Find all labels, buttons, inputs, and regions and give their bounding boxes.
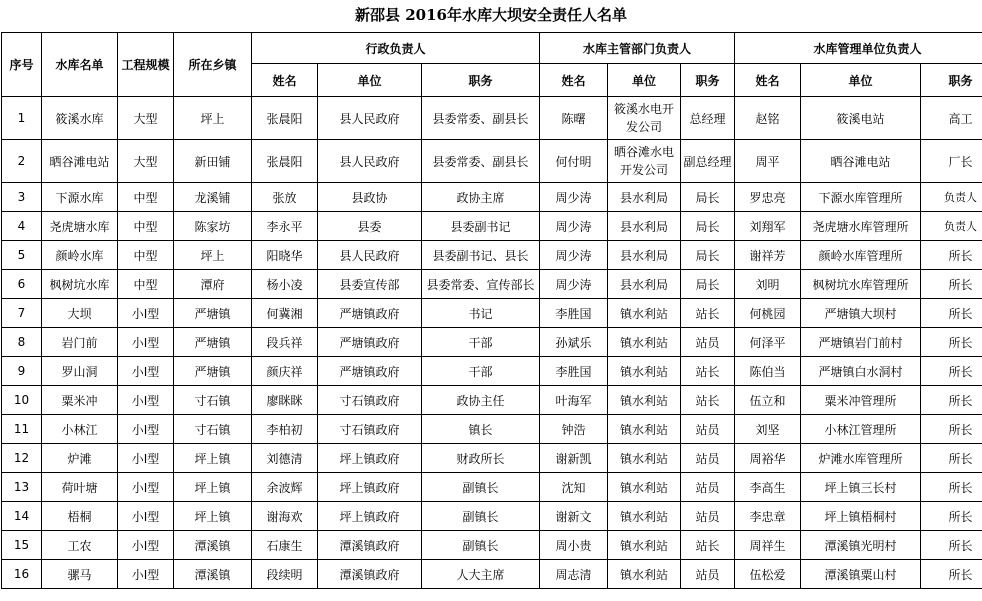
table-row [2, 386, 982, 415]
cell-dept-name: 周志清 [540, 560, 608, 589]
cell-admin-name: 李永平 [252, 212, 318, 241]
cell-mgmt-unit: 严塘镇大坝村 [801, 299, 921, 328]
cell-seq: 10 [2, 386, 42, 415]
cell-mgmt-post: 所长 [921, 386, 982, 415]
cell-mgmt-unit: 筱溪电站 [801, 97, 921, 140]
cell-mgmt-post: 所长 [921, 241, 982, 270]
cell-admin-post: 镇长 [422, 415, 540, 444]
header-mgmt-unit: 单位 [801, 64, 921, 97]
cell-mgmt-post: 高工 [921, 97, 982, 140]
cell-mgmt-unit: 颜岭水库管理所 [801, 241, 921, 270]
table-body [2, 97, 982, 589]
cell-admin-post: 政协主任 [422, 386, 540, 415]
cell-scale: 中型 [118, 183, 174, 212]
table-row [2, 444, 982, 473]
cell-town: 陈家坊 [174, 212, 252, 241]
cell-admin-unit: 严塘镇政府 [318, 299, 422, 328]
cell-mgmt-unit: 枫树坑水库管理所 [801, 270, 921, 299]
cell-admin-unit: 县人民政府 [318, 140, 422, 183]
cell-dept-name: 周少涛 [540, 241, 608, 270]
cell-town: 严塘镇 [174, 357, 252, 386]
cell-dept-unit: 镇水利站 [608, 531, 681, 560]
header-dept-post: 职务 [681, 64, 735, 97]
cell-admin-name: 张放 [252, 183, 318, 212]
cell-mgmt-name: 何泽平 [735, 328, 801, 357]
table-row [2, 299, 982, 328]
header-dept-unit: 单位 [608, 64, 681, 97]
cell-dept-unit: 县水利局 [608, 212, 681, 241]
cell-mgmt-post: 所长 [921, 444, 982, 473]
cell-mgmt-name: 伍立和 [735, 386, 801, 415]
header-admin-unit: 单位 [318, 64, 422, 97]
cell-reservoir-name: 骡马 [42, 560, 118, 589]
cell-admin-unit: 县委 [318, 212, 422, 241]
cell-admin-post: 县委副书记 [422, 212, 540, 241]
cell-reservoir-name: 晒谷滩电站 [42, 140, 118, 183]
cell-dept-name: 周少涛 [540, 212, 608, 241]
cell-mgmt-name: 陈伯当 [735, 357, 801, 386]
cell-mgmt-post: 负责人 [921, 183, 982, 212]
cell-dept-post: 站员 [681, 502, 735, 531]
cell-reservoir-name: 粟米冲 [42, 386, 118, 415]
cell-admin-unit: 县政协 [318, 183, 422, 212]
cell-admin-post: 干部 [422, 328, 540, 357]
cell-mgmt-post: 厂长 [921, 140, 982, 183]
cell-mgmt-name: 赵铭 [735, 97, 801, 140]
cell-mgmt-unit: 小林江管理所 [801, 415, 921, 444]
cell-mgmt-name: 刘坚 [735, 415, 801, 444]
cell-admin-post: 县委副书记、县长 [422, 241, 540, 270]
cell-seq: 15 [2, 531, 42, 560]
cell-dept-unit: 镇水利站 [608, 473, 681, 502]
cell-dept-post: 局长 [681, 212, 735, 241]
cell-dept-post: 副总经理 [681, 140, 735, 183]
cell-reservoir-name: 工农 [42, 531, 118, 560]
cell-mgmt-post: 所长 [921, 531, 982, 560]
cell-admin-unit: 县人民政府 [318, 241, 422, 270]
cell-admin-unit: 坪上镇政府 [318, 444, 422, 473]
table-row [2, 212, 982, 241]
cell-admin-post: 副镇长 [422, 531, 540, 560]
cell-dept-unit: 镇水利站 [608, 357, 681, 386]
cell-mgmt-name: 周平 [735, 140, 801, 183]
cell-dept-unit: 镇水利站 [608, 444, 681, 473]
cell-dept-unit: 镇水利站 [608, 386, 681, 415]
cell-dept-unit: 县水利局 [608, 270, 681, 299]
cell-dept-unit: 县水利局 [608, 183, 681, 212]
cell-reservoir-name: 荷叶塘 [42, 473, 118, 502]
cell-dept-name: 谢新文 [540, 502, 608, 531]
cell-dept-name: 谢新凯 [540, 444, 608, 473]
table-row [2, 357, 982, 386]
cell-mgmt-name: 周祥生 [735, 531, 801, 560]
cell-admin-post: 人大主席 [422, 560, 540, 589]
cell-dept-post: 站员 [681, 415, 735, 444]
cell-seq: 3 [2, 183, 42, 212]
cell-admin-name: 李柏初 [252, 415, 318, 444]
cell-admin-unit: 潭溪镇政府 [318, 531, 422, 560]
responsibility-table [1, 32, 982, 589]
cell-town: 寸石镇 [174, 415, 252, 444]
cell-dept-unit: 县水利局 [608, 241, 681, 270]
cell-town: 坪上镇 [174, 473, 252, 502]
cell-admin-unit: 县人民政府 [318, 97, 422, 140]
cell-seq: 1 [2, 97, 42, 140]
cell-mgmt-unit: 晒谷滩电站 [801, 140, 921, 183]
cell-mgmt-post: 所长 [921, 560, 982, 589]
table-row [2, 502, 982, 531]
table-row [2, 97, 982, 140]
cell-dept-post: 站员 [681, 560, 735, 589]
header-mgmt-name: 姓名 [735, 64, 801, 97]
cell-scale: 中型 [118, 241, 174, 270]
table-row [2, 328, 982, 357]
cell-scale: 小Ⅰ型 [118, 560, 174, 589]
cell-mgmt-name: 何桃园 [735, 299, 801, 328]
cell-scale: 大型 [118, 140, 174, 183]
table-row [2, 270, 982, 299]
cell-dept-name: 周小贵 [540, 531, 608, 560]
cell-mgmt-unit: 粟米冲管理所 [801, 386, 921, 415]
cell-reservoir-name: 大坝 [42, 299, 118, 328]
cell-dept-name: 陈曙 [540, 97, 608, 140]
cell-mgmt-post: 所长 [921, 415, 982, 444]
header-dept-name: 姓名 [540, 64, 608, 97]
cell-reservoir-name: 炉滩 [42, 444, 118, 473]
cell-mgmt-name: 刘翔军 [735, 212, 801, 241]
cell-seq: 9 [2, 357, 42, 386]
cell-town: 坪上 [174, 241, 252, 270]
cell-dept-name: 叶海军 [540, 386, 608, 415]
cell-admin-name: 余波辉 [252, 473, 318, 502]
cell-scale: 小Ⅰ型 [118, 415, 174, 444]
cell-reservoir-name: 岩门前 [42, 328, 118, 357]
cell-town: 坪上镇 [174, 444, 252, 473]
cell-admin-unit: 坪上镇政府 [318, 473, 422, 502]
cell-dept-unit: 镇水利站 [608, 299, 681, 328]
cell-dept-unit: 镇水利站 [608, 415, 681, 444]
cell-dept-unit: 镇水利站 [608, 328, 681, 357]
cell-reservoir-name: 下源水库 [42, 183, 118, 212]
cell-admin-name: 谢海欢 [252, 502, 318, 531]
header-mgmt-group: 水库管理单位负责人 [735, 33, 982, 64]
cell-dept-name: 何付明 [540, 140, 608, 183]
cell-town: 严塘镇 [174, 299, 252, 328]
cell-admin-post: 副镇长 [422, 502, 540, 531]
cell-scale: 中型 [118, 212, 174, 241]
cell-admin-post: 县委常委、宣传部长 [422, 270, 540, 299]
cell-dept-post: 站长 [681, 531, 735, 560]
cell-town: 新田铺 [174, 140, 252, 183]
header-seq: 序号 [2, 33, 42, 97]
cell-reservoir-name: 梧桐 [42, 502, 118, 531]
cell-admin-name: 张晨阳 [252, 97, 318, 140]
cell-seq: 4 [2, 212, 42, 241]
cell-admin-name: 廖眯眯 [252, 386, 318, 415]
cell-admin-name: 颜庆祥 [252, 357, 318, 386]
cell-dept-post: 站员 [681, 444, 735, 473]
cell-mgmt-name: 刘明 [735, 270, 801, 299]
cell-mgmt-name: 谢祥芳 [735, 241, 801, 270]
cell-seq: 8 [2, 328, 42, 357]
header-mgmt-post: 职务 [921, 64, 982, 97]
cell-admin-post: 财政所长 [422, 444, 540, 473]
cell-admin-post: 县委常委、副县长 [422, 97, 540, 140]
cell-admin-name: 阳晓华 [252, 241, 318, 270]
cell-mgmt-unit: 坪上镇三长村 [801, 473, 921, 502]
cell-seq: 12 [2, 444, 42, 473]
cell-town: 坪上 [174, 97, 252, 140]
cell-admin-name: 张晨阳 [252, 140, 318, 183]
cell-admin-name: 何冀湘 [252, 299, 318, 328]
document-title: 新邵县 2016年水库大坝安全责任人名单 [355, 6, 627, 24]
cell-town: 坪上镇 [174, 502, 252, 531]
cell-dept-name: 周少涛 [540, 183, 608, 212]
table-row [2, 183, 982, 212]
cell-town: 潭府 [174, 270, 252, 299]
cell-seq: 14 [2, 502, 42, 531]
cell-scale: 小Ⅰ型 [118, 502, 174, 531]
cell-town: 严塘镇 [174, 328, 252, 357]
cell-dept-post: 站员 [681, 328, 735, 357]
table-row [2, 140, 982, 183]
cell-dept-unit: 晒谷滩水电开发公司 [608, 140, 681, 183]
cell-admin-unit: 县委宣传部 [318, 270, 422, 299]
cell-mgmt-name: 李高生 [735, 473, 801, 502]
cell-admin-post: 副镇长 [422, 473, 540, 502]
cell-dept-unit: 筱溪水电开发公司 [608, 97, 681, 140]
cell-mgmt-unit: 炉滩水库管理所 [801, 444, 921, 473]
cell-dept-post: 局长 [681, 241, 735, 270]
cell-dept-post: 站长 [681, 357, 735, 386]
cell-scale: 小Ⅰ型 [118, 328, 174, 357]
cell-seq: 5 [2, 241, 42, 270]
cell-mgmt-post: 所长 [921, 473, 982, 502]
cell-dept-post: 局长 [681, 183, 735, 212]
cell-dept-name: 周少涛 [540, 270, 608, 299]
cell-mgmt-name: 李忠章 [735, 502, 801, 531]
cell-dept-name: 孙斌乐 [540, 328, 608, 357]
cell-scale: 中型 [118, 270, 174, 299]
header-dept-group: 水库主管部门负责人 [540, 33, 735, 64]
cell-mgmt-post: 所长 [921, 357, 982, 386]
header-town: 所在乡镇 [174, 33, 252, 97]
table-row [2, 560, 982, 589]
cell-mgmt-unit: 严塘镇白水洞村 [801, 357, 921, 386]
table-row [2, 415, 982, 444]
cell-seq: 11 [2, 415, 42, 444]
cell-reservoir-name: 枫树坑水库 [42, 270, 118, 299]
cell-admin-name: 段兵祥 [252, 328, 318, 357]
cell-town: 潭溪镇 [174, 531, 252, 560]
cell-scale: 小Ⅰ型 [118, 386, 174, 415]
cell-reservoir-name: 尧虎塘水库 [42, 212, 118, 241]
cell-admin-post: 政协主席 [422, 183, 540, 212]
cell-scale: 小Ⅰ型 [118, 299, 174, 328]
cell-admin-unit: 严塘镇政府 [318, 328, 422, 357]
cell-admin-name: 杨小凌 [252, 270, 318, 299]
cell-dept-name: 沈知 [540, 473, 608, 502]
header-scale: 工程规模 [118, 33, 174, 97]
cell-mgmt-post: 所长 [921, 502, 982, 531]
cell-mgmt-unit: 坪上镇梧桐村 [801, 502, 921, 531]
cell-mgmt-unit: 尧虎塘水库管理所 [801, 212, 921, 241]
cell-reservoir-name: 颜岭水库 [42, 241, 118, 270]
header-admin-group: 行政负责人 [252, 33, 540, 64]
cell-mgmt-unit: 潭溪镇光明村 [801, 531, 921, 560]
cell-admin-post: 书记 [422, 299, 540, 328]
cell-reservoir-name: 筱溪水库 [42, 97, 118, 140]
cell-dept-name: 钟浩 [540, 415, 608, 444]
cell-admin-post: 干部 [422, 357, 540, 386]
cell-mgmt-name: 罗忠亮 [735, 183, 801, 212]
header-reservoir-name: 水库名单 [42, 33, 118, 97]
cell-seq: 13 [2, 473, 42, 502]
cell-seq: 6 [2, 270, 42, 299]
cell-admin-name: 段续明 [252, 560, 318, 589]
cell-scale: 小Ⅰ型 [118, 531, 174, 560]
cell-reservoir-name: 罗山洞 [42, 357, 118, 386]
cell-mgmt-post: 负责人 [921, 212, 982, 241]
cell-mgmt-unit: 潭溪镇粟山村 [801, 560, 921, 589]
cell-admin-unit: 严塘镇政府 [318, 357, 422, 386]
cell-dept-post: 局长 [681, 270, 735, 299]
table-row [2, 531, 982, 560]
cell-admin-unit: 坪上镇政府 [318, 502, 422, 531]
cell-admin-name: 刘德清 [252, 444, 318, 473]
cell-mgmt-unit: 严塘镇岩门前村 [801, 328, 921, 357]
cell-seq: 7 [2, 299, 42, 328]
cell-dept-post: 站长 [681, 386, 735, 415]
cell-town: 潭溪镇 [174, 560, 252, 589]
header-row-1 [2, 33, 982, 64]
cell-reservoir-name: 小林江 [42, 415, 118, 444]
cell-dept-post: 站员 [681, 473, 735, 502]
cell-dept-post: 站长 [681, 299, 735, 328]
cell-dept-unit: 镇水利站 [608, 560, 681, 589]
table-row [2, 473, 982, 502]
cell-admin-unit: 潭溪镇政府 [318, 560, 422, 589]
cell-mgmt-name: 周裕华 [735, 444, 801, 473]
cell-town: 寸石镇 [174, 386, 252, 415]
cell-mgmt-unit: 下源水库管理所 [801, 183, 921, 212]
cell-mgmt-post: 所长 [921, 270, 982, 299]
cell-admin-name: 石康生 [252, 531, 318, 560]
cell-scale: 小Ⅰ型 [118, 473, 174, 502]
cell-town: 龙溪铺 [174, 183, 252, 212]
cell-scale: 小Ⅰ型 [118, 444, 174, 473]
cell-mgmt-post: 所长 [921, 328, 982, 357]
cell-dept-post: 总经理 [681, 97, 735, 140]
cell-scale: 小Ⅰ型 [118, 357, 174, 386]
cell-admin-post: 县委常委、副县长 [422, 140, 540, 183]
table-row [2, 241, 982, 270]
cell-mgmt-post: 所长 [921, 299, 982, 328]
cell-admin-unit: 寸石镇政府 [318, 415, 422, 444]
cell-dept-unit: 镇水利站 [608, 502, 681, 531]
cell-scale: 大型 [118, 97, 174, 140]
cell-admin-unit: 寸石镇政府 [318, 386, 422, 415]
cell-mgmt-name: 伍松爱 [735, 560, 801, 589]
cell-dept-name: 李胜国 [540, 357, 608, 386]
cell-seq: 2 [2, 140, 42, 183]
header-admin-post: 职务 [422, 64, 540, 97]
header-admin-name: 姓名 [252, 64, 318, 97]
cell-dept-name: 李胜国 [540, 299, 608, 328]
cell-seq: 16 [2, 560, 42, 589]
